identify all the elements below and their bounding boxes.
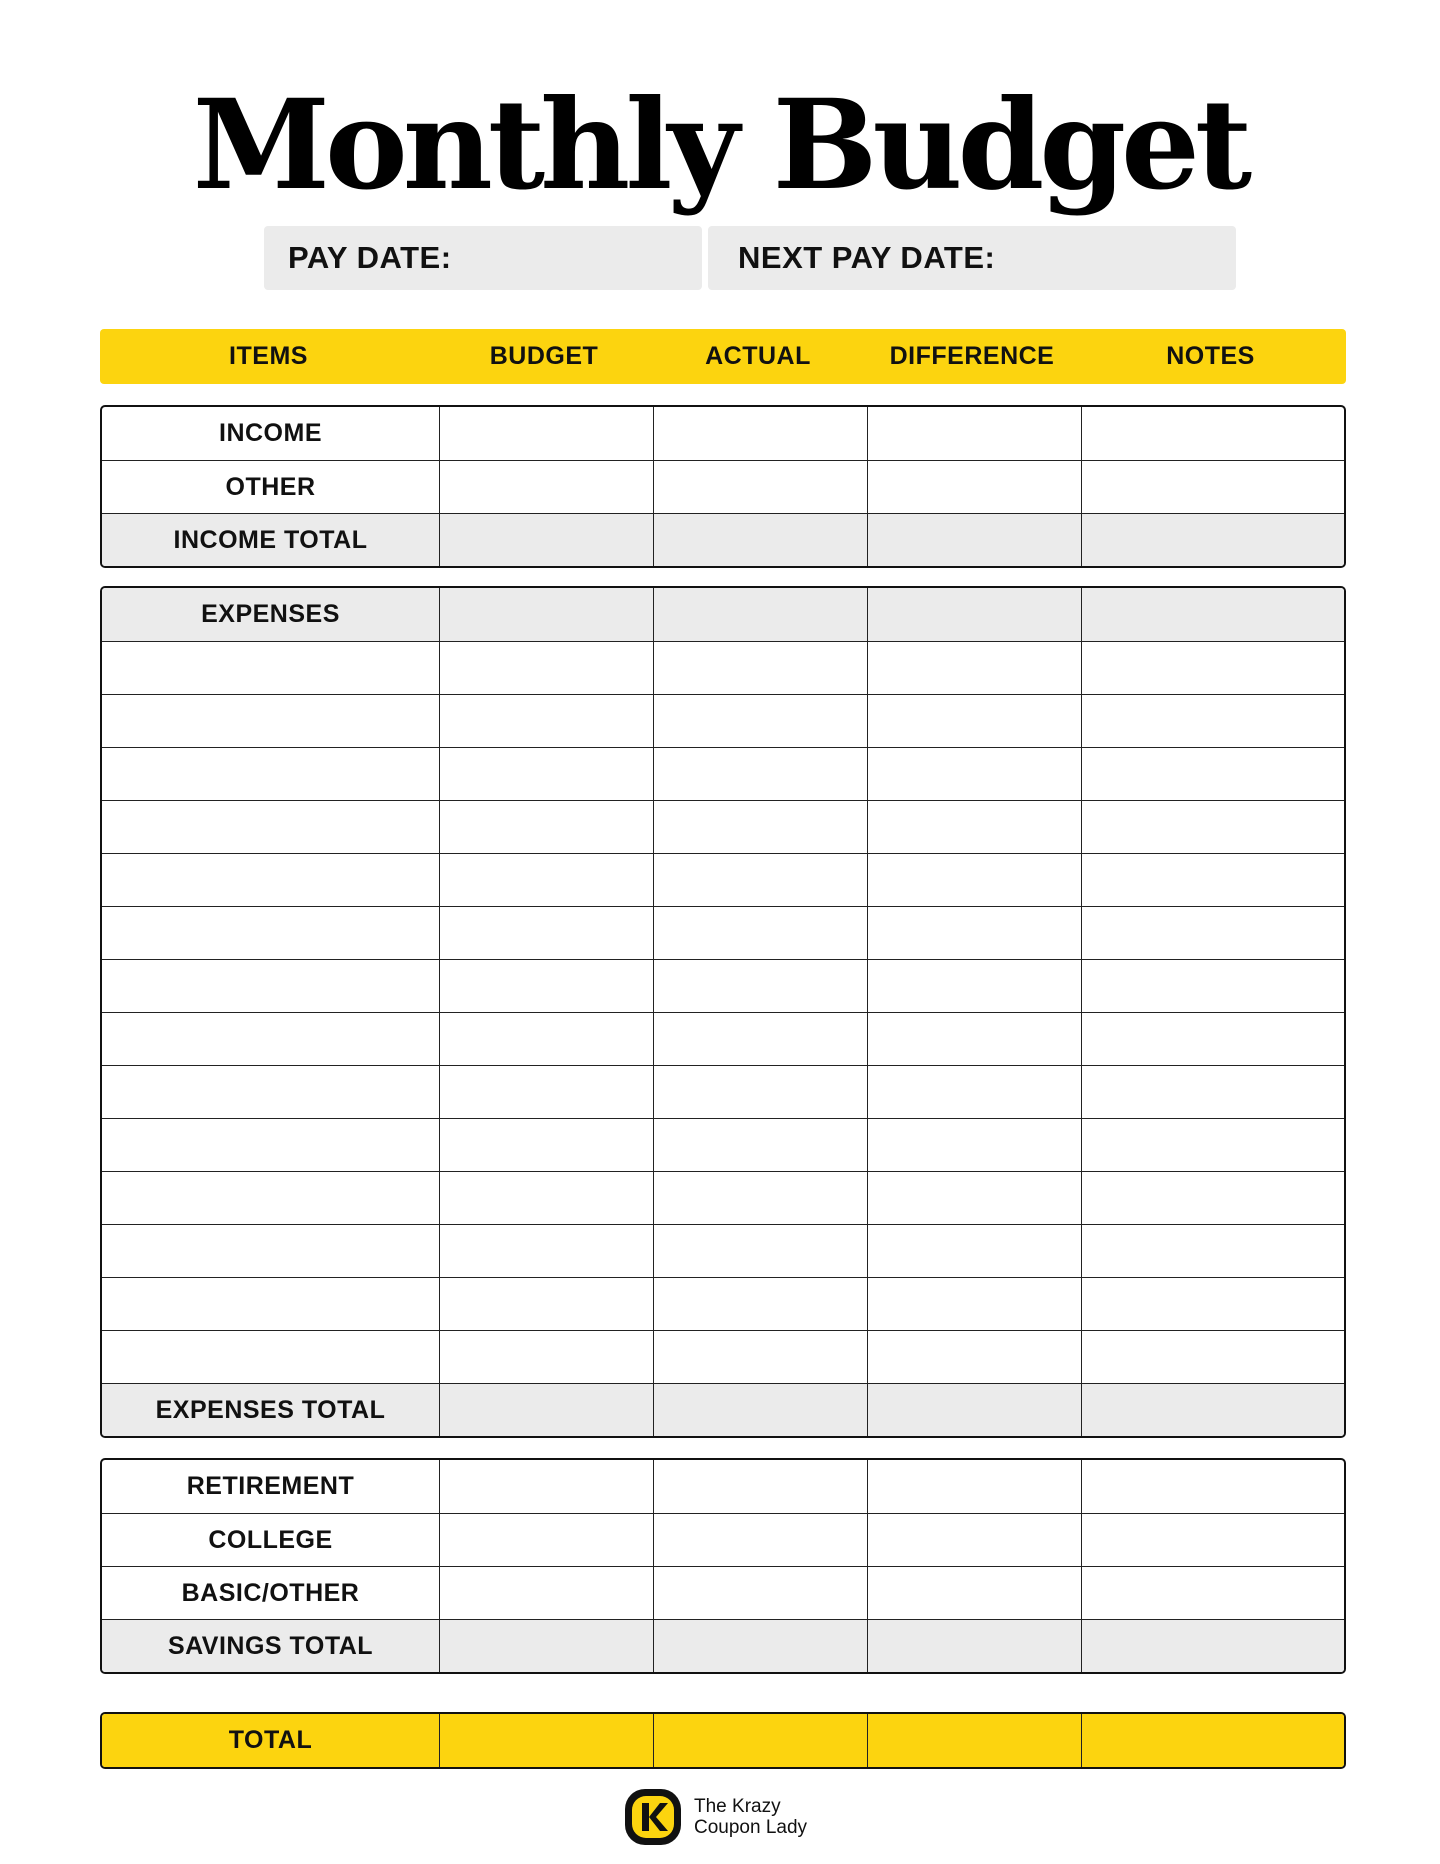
item-cell[interactable]: [102, 1013, 439, 1065]
expense-row: [102, 800, 1344, 853]
actual-cell[interactable]: [653, 1620, 867, 1672]
budget-cell[interactable]: [439, 1514, 653, 1566]
column-header-items: ITEMS: [229, 342, 308, 370]
college-row: [102, 1513, 1344, 1566]
difference-cell[interactable]: [867, 907, 1081, 959]
expense-row: [102, 853, 1344, 906]
actual-cell[interactable]: [653, 960, 867, 1012]
notes-cell[interactable]: [1081, 907, 1344, 959]
expense-row: [102, 959, 1344, 1012]
actual-cell[interactable]: [653, 461, 867, 513]
item-cell[interactable]: [102, 1225, 439, 1277]
notes-cell[interactable]: [1081, 801, 1344, 853]
difference-cell[interactable]: [867, 407, 1081, 460]
difference-cell[interactable]: [867, 1567, 1081, 1619]
krazy-coupon-lady-logo-icon: [622, 1786, 684, 1848]
actual-cell[interactable]: [653, 514, 867, 566]
row-label: COLLEGE: [208, 1525, 333, 1554]
expense-row: [102, 1224, 1344, 1277]
item-cell[interactable]: [102, 907, 439, 959]
actual-cell[interactable]: [653, 748, 867, 800]
savings-section: [100, 1458, 1346, 1674]
actual-cell[interactable]: [653, 588, 867, 641]
budget-cell[interactable]: [439, 1384, 653, 1436]
actual-cell[interactable]: [653, 854, 867, 906]
notes-cell[interactable]: [1081, 1714, 1344, 1767]
notes-cell[interactable]: [1081, 461, 1344, 513]
item-cell[interactable]: [102, 748, 439, 800]
notes-cell[interactable]: [1081, 1172, 1344, 1224]
budget-cell[interactable]: [439, 1013, 653, 1065]
page-title: Monthly Budget: [192, 73, 1248, 218]
expense-row: [102, 641, 1344, 694]
row-label: EXPENSES: [201, 600, 340, 628]
notes-cell[interactable]: [1081, 1119, 1344, 1171]
savings-total-row: [102, 1619, 1344, 1672]
item-cell[interactable]: [102, 1066, 439, 1118]
difference-cell[interactable]: [867, 1066, 1081, 1118]
column-header-budget: BUDGET: [489, 342, 599, 370]
difference-cell[interactable]: [867, 1013, 1081, 1065]
budget-cell[interactable]: [439, 514, 653, 566]
notes-cell[interactable]: [1081, 1460, 1344, 1513]
budget-cell[interactable]: [439, 748, 653, 800]
item-cell[interactable]: [102, 1331, 439, 1383]
item-cell[interactable]: [102, 960, 439, 1012]
actual-cell[interactable]: [653, 801, 867, 853]
row-label: INCOME: [219, 419, 322, 447]
retirement-row: [102, 1460, 1344, 1513]
notes-cell[interactable]: [1081, 1567, 1344, 1619]
actual-cell[interactable]: [653, 1714, 867, 1767]
income-row: [102, 407, 1344, 460]
actual-cell[interactable]: [653, 407, 867, 460]
budget-cell[interactable]: [439, 1331, 653, 1383]
difference-cell[interactable]: [867, 960, 1081, 1012]
expense-row: [102, 1330, 1344, 1383]
item-cell[interactable]: [102, 695, 439, 747]
next-pay-date-field[interactable]: [708, 226, 1236, 290]
actual-cell[interactable]: [653, 1567, 867, 1619]
expense-row: [102, 1277, 1344, 1330]
budget-cell[interactable]: [439, 1225, 653, 1277]
expenses-header-row: [102, 588, 1344, 641]
budget-cell[interactable]: [439, 1172, 653, 1224]
difference-cell[interactable]: [867, 801, 1081, 853]
grand-total-section: [100, 1712, 1346, 1769]
row-label: INCOME TOTAL: [173, 525, 368, 554]
budget-cell[interactable]: [439, 642, 653, 694]
difference-cell[interactable]: [867, 461, 1081, 513]
column-header-actual: ACTUAL: [705, 342, 811, 370]
row-label: RETIREMENT: [186, 1472, 355, 1500]
actual-cell[interactable]: [653, 1514, 867, 1566]
difference-cell[interactable]: [867, 588, 1081, 641]
grand-total-row: [102, 1714, 1344, 1767]
notes-cell[interactable]: [1081, 1013, 1344, 1065]
budget-cell[interactable]: [439, 1119, 653, 1171]
notes-cell[interactable]: [1081, 407, 1344, 460]
difference-cell[interactable]: [867, 1514, 1081, 1566]
notes-cell[interactable]: [1081, 1278, 1344, 1330]
notes-cell[interactable]: [1081, 1384, 1344, 1436]
difference-cell[interactable]: [867, 1119, 1081, 1171]
item-cell[interactable]: [102, 854, 439, 906]
budget-cell[interactable]: [439, 588, 653, 641]
notes-cell[interactable]: [1081, 1331, 1344, 1383]
column-header-bar: [100, 329, 1346, 384]
pay-date-field[interactable]: [264, 226, 702, 290]
budget-cell[interactable]: [439, 1620, 653, 1672]
basic-other-row: [102, 1566, 1344, 1619]
expense-row: [102, 906, 1344, 959]
difference-cell[interactable]: [867, 1278, 1081, 1330]
expenses-total-row: [102, 1383, 1344, 1436]
difference-cell[interactable]: [867, 642, 1081, 694]
budget-cell[interactable]: [439, 461, 653, 513]
item-cell[interactable]: [102, 801, 439, 853]
item-cell[interactable]: [102, 1172, 439, 1224]
budget-cell[interactable]: [439, 1460, 653, 1513]
difference-cell[interactable]: [867, 1172, 1081, 1224]
budget-cell[interactable]: [439, 1278, 653, 1330]
row-label: BASIC/OTHER: [181, 1578, 360, 1607]
expense-row: [102, 1171, 1344, 1224]
actual-cell[interactable]: [653, 642, 867, 694]
difference-cell[interactable]: [867, 854, 1081, 906]
actual-cell[interactable]: [653, 1225, 867, 1277]
budget-cell[interactable]: [439, 907, 653, 959]
pay-date-label: PAY DATE:: [288, 240, 452, 275]
budget-cell[interactable]: [439, 1066, 653, 1118]
next-pay-date-label: NEXT PAY DATE:: [738, 240, 996, 275]
brand-name-line1: The Krazy: [694, 1796, 781, 1817]
income-total-row: [102, 513, 1344, 566]
notes-cell[interactable]: [1081, 514, 1344, 566]
difference-cell[interactable]: [867, 514, 1081, 566]
difference-cell[interactable]: [867, 1460, 1081, 1513]
column-header-difference: DIFFERENCE: [889, 342, 1055, 370]
row-label: SAVINGS TOTAL: [167, 1631, 374, 1660]
notes-cell[interactable]: [1081, 695, 1344, 747]
actual-cell[interactable]: [653, 1119, 867, 1171]
actual-cell[interactable]: [653, 1278, 867, 1330]
actual-cell[interactable]: [653, 907, 867, 959]
notes-cell[interactable]: [1081, 748, 1344, 800]
actual-cell[interactable]: [653, 1384, 867, 1436]
actual-cell[interactable]: [653, 1331, 867, 1383]
actual-cell[interactable]: [653, 695, 867, 747]
item-cell[interactable]: [102, 1278, 439, 1330]
budget-cell[interactable]: [439, 407, 653, 460]
expense-row: [102, 747, 1344, 800]
notes-cell[interactable]: [1081, 1620, 1344, 1672]
budget-cell[interactable]: [439, 1567, 653, 1619]
difference-cell[interactable]: [867, 748, 1081, 800]
actual-cell[interactable]: [653, 1066, 867, 1118]
notes-cell[interactable]: [1081, 1066, 1344, 1118]
row-label: EXPENSES TOTAL: [155, 1395, 386, 1424]
row-label: TOTAL: [228, 1726, 313, 1754]
brand-logo: [622, 1786, 807, 1848]
notes-cell[interactable]: [1081, 1225, 1344, 1277]
difference-cell[interactable]: [867, 695, 1081, 747]
actual-cell[interactable]: [653, 1172, 867, 1224]
expense-row: [102, 1118, 1344, 1171]
income-section: [100, 405, 1346, 568]
notes-cell[interactable]: [1081, 854, 1344, 906]
expense-row: [102, 1012, 1344, 1065]
column-header-notes: NOTES: [1166, 342, 1255, 370]
notes-cell[interactable]: [1081, 588, 1344, 641]
notes-cell[interactable]: [1081, 642, 1344, 694]
row-label: OTHER: [225, 472, 316, 501]
item-cell[interactable]: [102, 642, 439, 694]
difference-cell[interactable]: [867, 1620, 1081, 1672]
brand-name-line2: Coupon Lady: [694, 1817, 808, 1838]
difference-cell[interactable]: [867, 1331, 1081, 1383]
expenses-section: [100, 586, 1346, 1438]
budget-cell[interactable]: [439, 801, 653, 853]
expense-row: [102, 694, 1344, 747]
item-cell[interactable]: [102, 1119, 439, 1171]
budget-cell[interactable]: [439, 960, 653, 1012]
difference-cell[interactable]: [867, 1384, 1081, 1436]
notes-cell[interactable]: [1081, 960, 1344, 1012]
other-income-row: [102, 460, 1344, 513]
budget-cell[interactable]: [439, 1714, 653, 1767]
brand-name: [694, 1796, 807, 1838]
expense-row: [102, 1065, 1344, 1118]
actual-cell[interactable]: [653, 1460, 867, 1513]
budget-cell[interactable]: [439, 854, 653, 906]
difference-cell[interactable]: [867, 1225, 1081, 1277]
budget-cell[interactable]: [439, 695, 653, 747]
actual-cell[interactable]: [653, 1013, 867, 1065]
notes-cell[interactable]: [1081, 1514, 1344, 1566]
difference-cell[interactable]: [867, 1714, 1081, 1767]
